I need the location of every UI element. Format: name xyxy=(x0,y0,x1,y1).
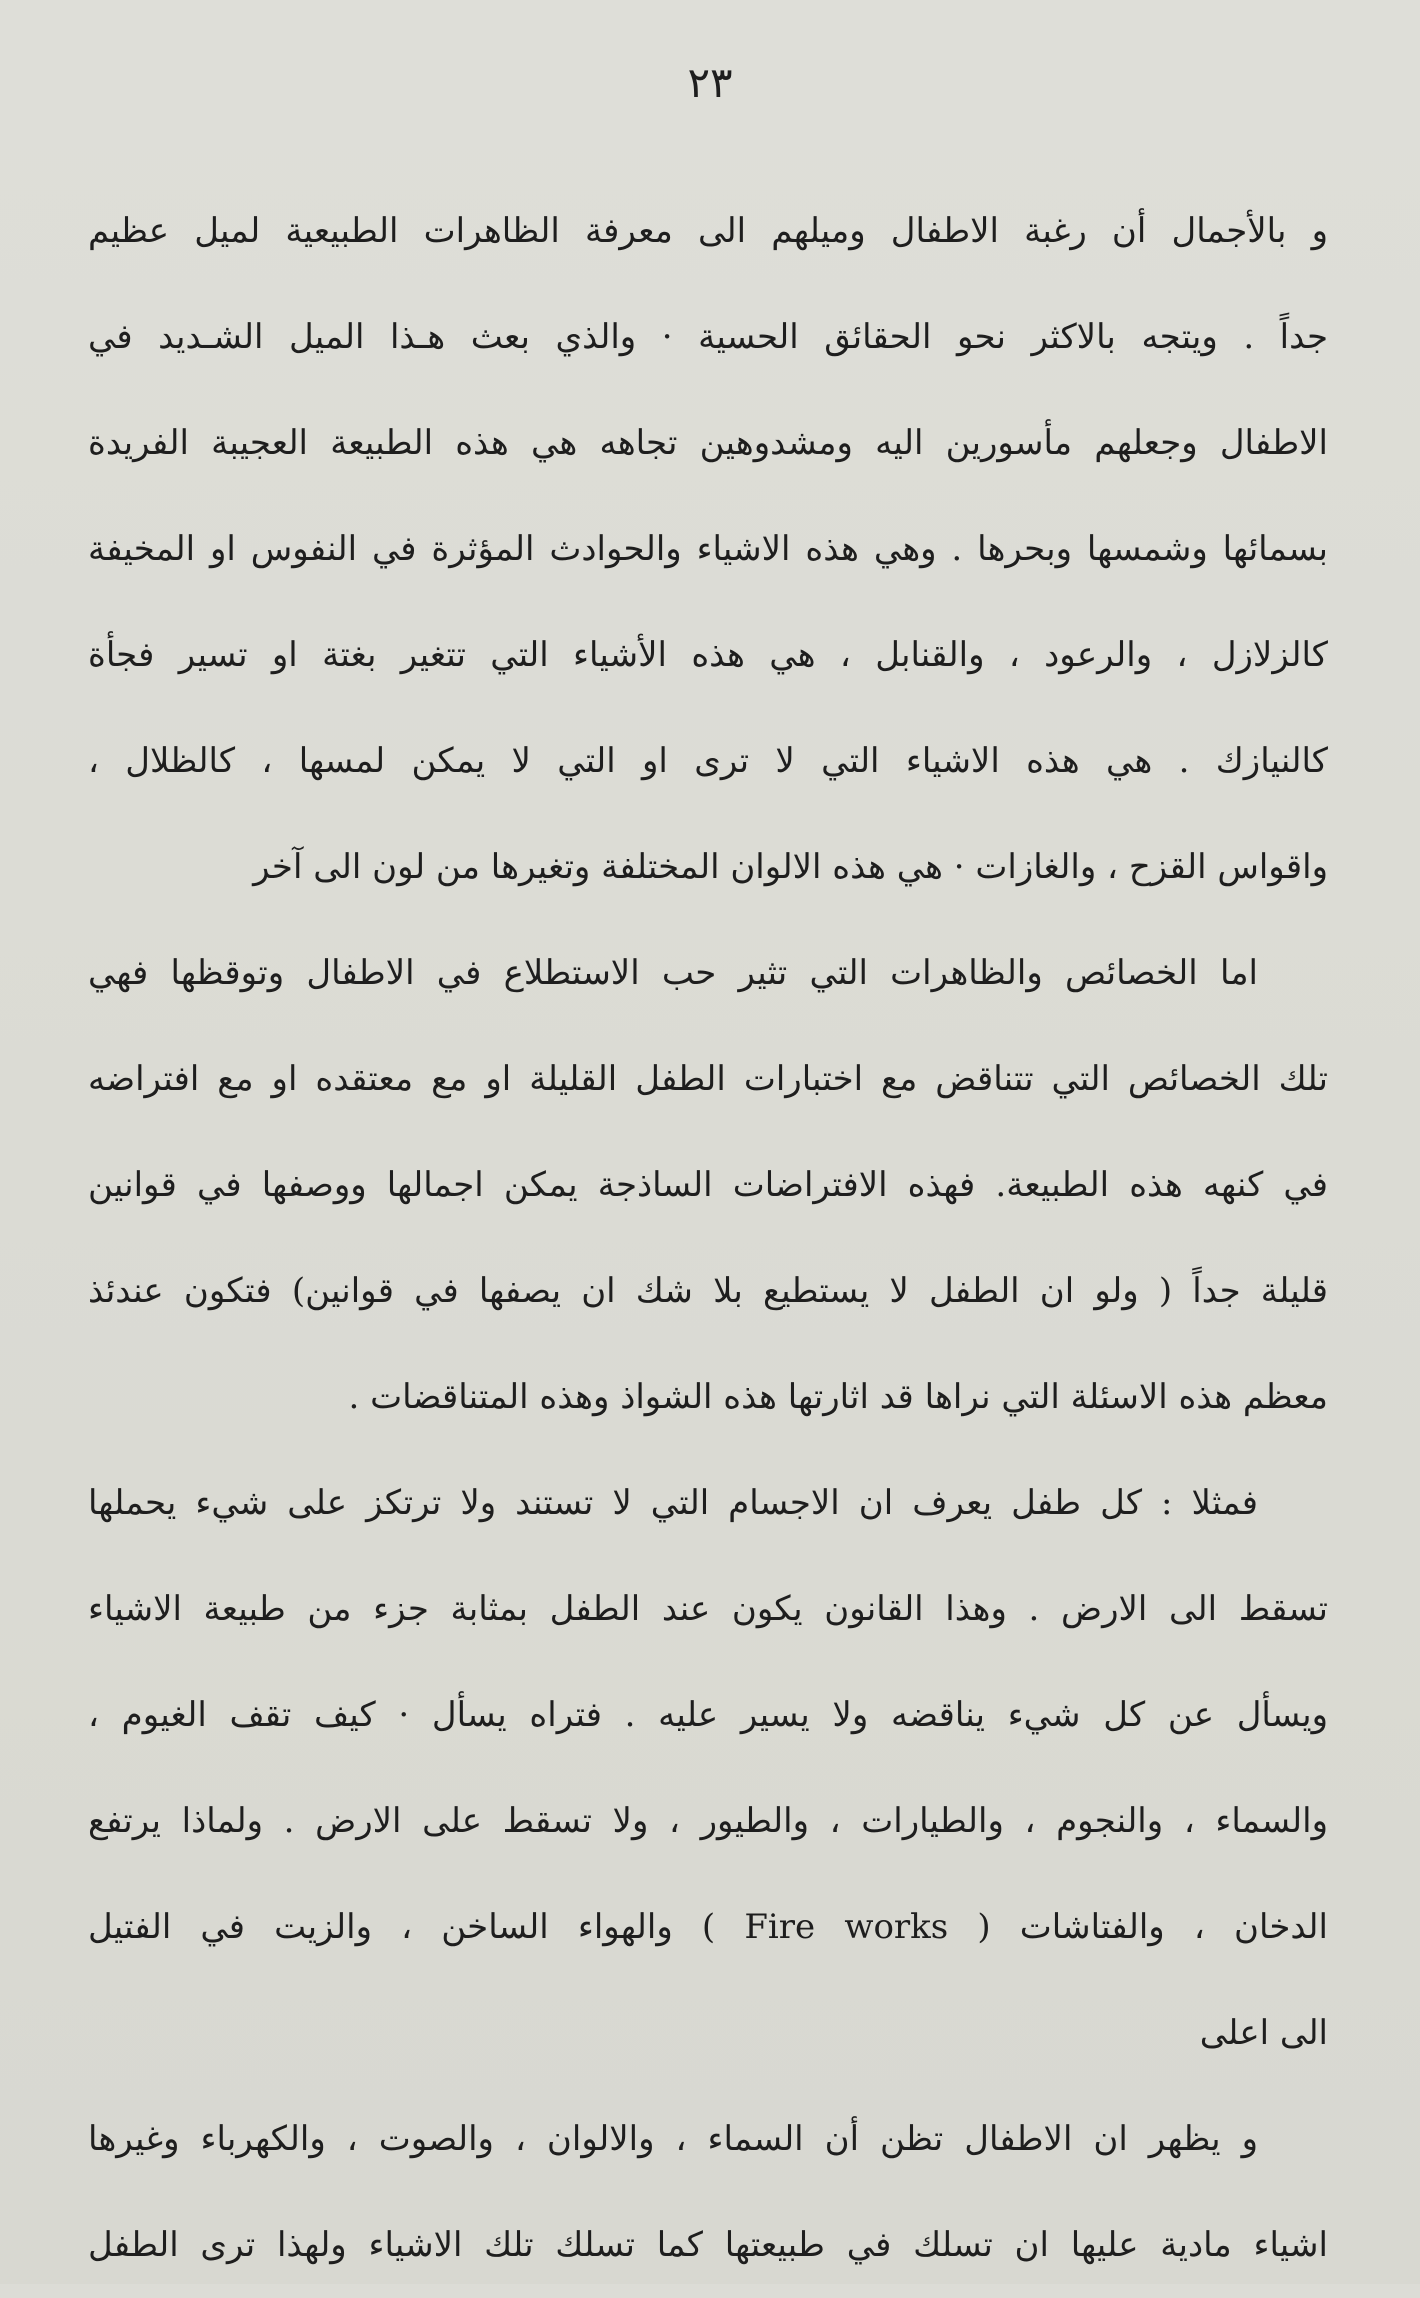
text-line: الدخان ، والفتاشات ( Fire works ) والهواء الساخن ، والزيت في الفتيل xyxy=(88,1907,1328,1947)
paragraph-1 xyxy=(88,178,1328,920)
text-line: جداً . ويتجه بالاكثر نحو الحقائق الحسية · والذي بعث هـذا الميل الشـديد في xyxy=(88,317,1328,357)
text-line: في كنهه هذه الطبيعة. فهذه الافتراضات الساذجة يمكن اجمالها ووصفها في قوانين xyxy=(88,1165,1328,1205)
text-line: الى اعلى xyxy=(1199,2013,1328,2053)
page-number: ٢٣ xyxy=(687,58,733,107)
text-line: و يظهر ان الاطفال تظن أن السماء ، والالوان ، والصوت ، والكهرباء وغيرها xyxy=(88,2119,1258,2159)
text-line: والسماء ، والنجوم ، والطيارات ، والطيور ، ولا تسقط على الارض . ولماذا يرتفع xyxy=(88,1801,1328,1841)
paragraph-4 xyxy=(88,2086,1328,2298)
text-line: بسمائها وشمسها وبحرها . وهي هذه الاشياء والحوادث المؤثرة في النفوس او المخيفة xyxy=(88,529,1328,569)
text-line: كالنيازك . هي هذه الاشياء التي لا ترى او التي لا يمكن لمسها ، كالظلال ، xyxy=(88,741,1328,781)
text-line: اشياء مادية عليها ان تسلك في طبيعتها كما تسلك تلك الاشياء ولهذا ترى الطفل xyxy=(88,2225,1328,2265)
text-line: و بالأجمال أن رغبة الاطفال وميلهم الى معرفة الظاهرات الطبيعية لميل عظيم xyxy=(88,211,1328,251)
paragraph-3 xyxy=(88,1450,1328,2086)
text-line: واقواس القزح ، والغازات · هي هذه الالوان المختلفة وتغيرها من لون الى آخر xyxy=(253,847,1328,887)
text-line: معظم هذه الاسئلة التي نراها قد اثارتها هذه الشواذ وهذه المتناقضات . xyxy=(348,1377,1328,1417)
text-line: الاطفال وجعلهم مأسورين اليه ومشدوهين تجاهه هي هذه الطبيعة العجيبة الفريدة xyxy=(88,423,1328,463)
text-line: كالزلازل ، والرعود ، والقنابل ، هي هذه الأشياء التي تتغير بغتة او تسير فجأة xyxy=(88,635,1328,675)
paragraph-2 xyxy=(88,920,1328,1450)
page-text xyxy=(88,178,1328,2298)
text-line: ويسأل عن كل شيء يناقضه ولا يسير عليه . فتراه يسأل · كيف تقف الغيوم ، xyxy=(88,1695,1328,1735)
text-line: اما الخصائص والظاهرات التي تثير حب الاستطلاع في الاطفال وتوقظها فهي xyxy=(88,953,1258,993)
text-line: قليلة جداً ( ولو ان الطفل لا يستطيع بلا شك ان يصفها في قوانين) فتكون عندئذ xyxy=(88,1271,1328,1311)
text-line: فمثلا : كل طفل يعرف ان الاجسام التي لا تستند ولا ترتكز على شيء يحملها xyxy=(88,1483,1258,1523)
text-line: تسقط الى الارض . وهذا القانون يكون عند الطفل بمثابة جزء من طبيعة الاشياء xyxy=(88,1589,1328,1629)
text-line: تلك الخصائص التي تتناقض مع اختبارات الطفل القليلة او مع معتقده او مع افتراضه xyxy=(88,1059,1328,1099)
